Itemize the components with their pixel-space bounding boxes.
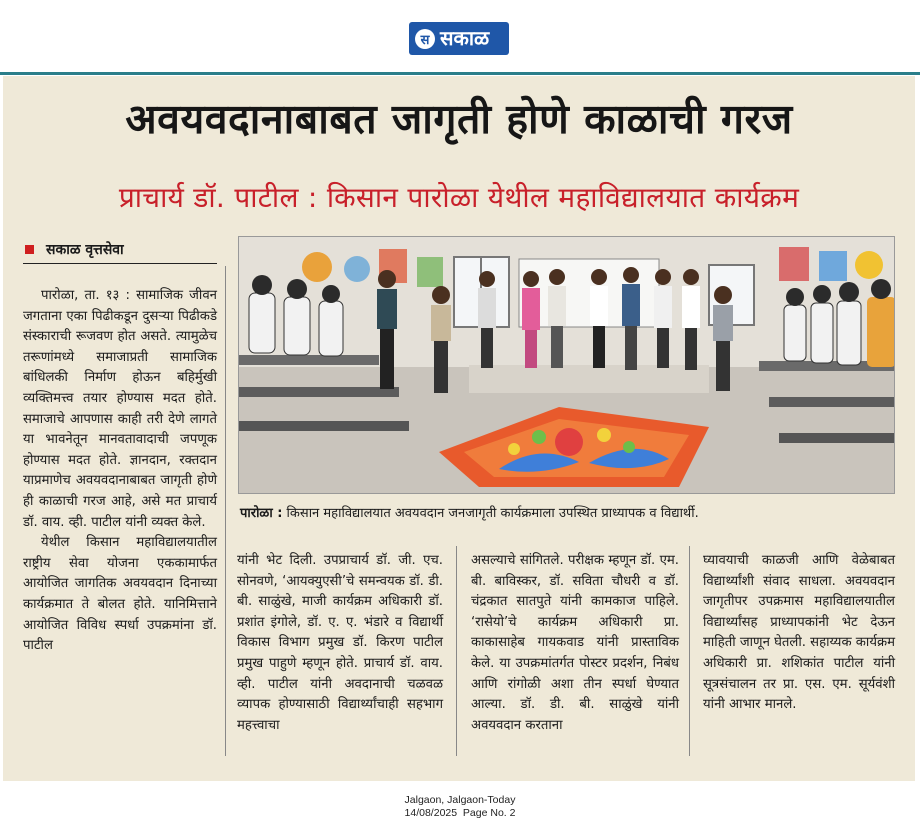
- clipping-footer: [0, 794, 920, 820]
- masthead: [0, 0, 920, 74]
- caption-place: पारोळा :: [240, 506, 283, 521]
- column-3: [471, 551, 679, 736]
- column-1-paragraph-2: येथील किसान महाविद्यालयातील राष्ट्रीय सेवा योजना एककामार्फत आयोजित जागतिक अवयवदान दिनाच्या कार्यक्रमात ते बोलत होते. यानिमित्ताने आयोजित विविध स्पर्धा उपक्रमांना डॉ. पाटील: [23, 535, 217, 654]
- column-4: [703, 551, 895, 716]
- event-photo: [238, 236, 895, 494]
- column-divider-2: [456, 546, 457, 756]
- footer-edition: Jalgaon, Jalgaon-Today: [404, 794, 516, 806]
- column-1-paragraph-1: पारोळा, ता. १३ : सामाजिक जीवन जगताना एका पिढीकडून दुसऱ्या पिढीकडे संस्काराची रूजवण होत असते. त्यामुळेच तरूणांमध्ये समाजाप्रती सामाजिक बांधिलकी निर्माण होऊन बहिर्मुखी व्यक्तिमत्त्व तयार होण्यास मदत होते. समाजाचे आपणास काही तरी देणे लागते या भावनेतून मानवतावादाची जपणूक होण्यास मदत होते. ज्ञानदान, रक्तदान याप्रमाणेच अवयवदानाबाबत जागृती होणे ही काळाची गरज आहे, असे मत प्राचार्य डॉ. वाय. व्ही. पाटील यांनी व्यक्त केले.: [23, 288, 217, 530]
- masthead-rule: [0, 72, 920, 75]
- footer-date-page: 14/08/2025 Page No. 2: [404, 807, 516, 819]
- column-2-text: यांनी भेट दिली. उपप्राचार्य डॉ. जी. एच. सोनवणे, ‘आयक्युएसी’चे समन्वयक डॉ. डी. बी. साळुंखे, माजी कार्यक्रम अधिकारी डॉ. प्रशांत इंगोले, डॉ. ए. ए. भंडारे व विद्यार्थी विकास विभाग प्रमुख डॉ. किरण पाटील प्रमुख पाहुणे म्हणून होते. प्राचार्य डॉ. वाय. व्ही. पाटील यांनी अवदानाची चळवळ व्यापक होण्यासाठी विद्यार्थ्यांचाही सहभाग महत्त्वाचा: [237, 553, 443, 733]
- photo-caption: [240, 503, 900, 521]
- column-4-text: घ्यावयाची काळजी आणि वेळेबाबत विद्यार्थ्यांशी संवाद साधला. अवयवदान जागृतीपर उपक्रमास महाविद्यालयातील विद्यार्थ्यांसह प्राध्यापकांनी भेट देऊन माहिती जाणून घेतली. सहाय्यक कार्यक्रम अधिकारी प्रा. शशिकांत पाटील यांनी सूत्रसंचालन तर प्रा. एस. एम. सूर्यवंशी यांनी आभार मानले.: [703, 553, 895, 713]
- news-clipping: [3, 76, 915, 781]
- column-1: [23, 286, 217, 657]
- caption-text: किसान महाविद्यालयात अवयवदान जनजागृती कार्यक्रमाला उपस्थित प्राध्यापक व विद्यार्थी.: [282, 506, 699, 521]
- sakal-emblem-icon: स: [415, 29, 435, 49]
- article-subheadline: प्राचार्य डॉ. पाटील : किसान पारोळा येथील महाविद्यालयात कार्यक्रम: [118, 181, 800, 214]
- sakal-logo: [409, 22, 509, 55]
- byline: [23, 236, 217, 264]
- column-3-text: असल्याचे सांगितले. परीक्षक म्हणून डॉ. एम. बी. बाविस्कर, डॉ. सविता चौधरी व डॉ. चंद्रकात सातपुते यांनी कामकाज पाहिले. ‘रासेयो’चे कार्यक्रम अधिकारी प्रा. काकासाहेब गायकवाड यांनी प्रास्ताविक केले. या उपक्रमांतर्गत पोस्टर प्रदर्शन, निबंध आणि रांगोळी अशा तीन स्पर्धा घेण्यात आल्या. डॉ. डी. बी. साळुंखे यांनी अवयवदान करताना: [471, 553, 679, 733]
- byline-marker-icon: [25, 245, 34, 254]
- byline-text: सकाळ वृत्तसेवा: [46, 242, 124, 258]
- article-headline: अवयवदानाबाबत जागृती होणे काळाची गरज: [125, 95, 793, 143]
- column-2: [237, 551, 443, 736]
- column-divider-1: [225, 266, 226, 756]
- column-divider-3: [689, 546, 690, 756]
- logo-text: सकाळ: [440, 26, 490, 50]
